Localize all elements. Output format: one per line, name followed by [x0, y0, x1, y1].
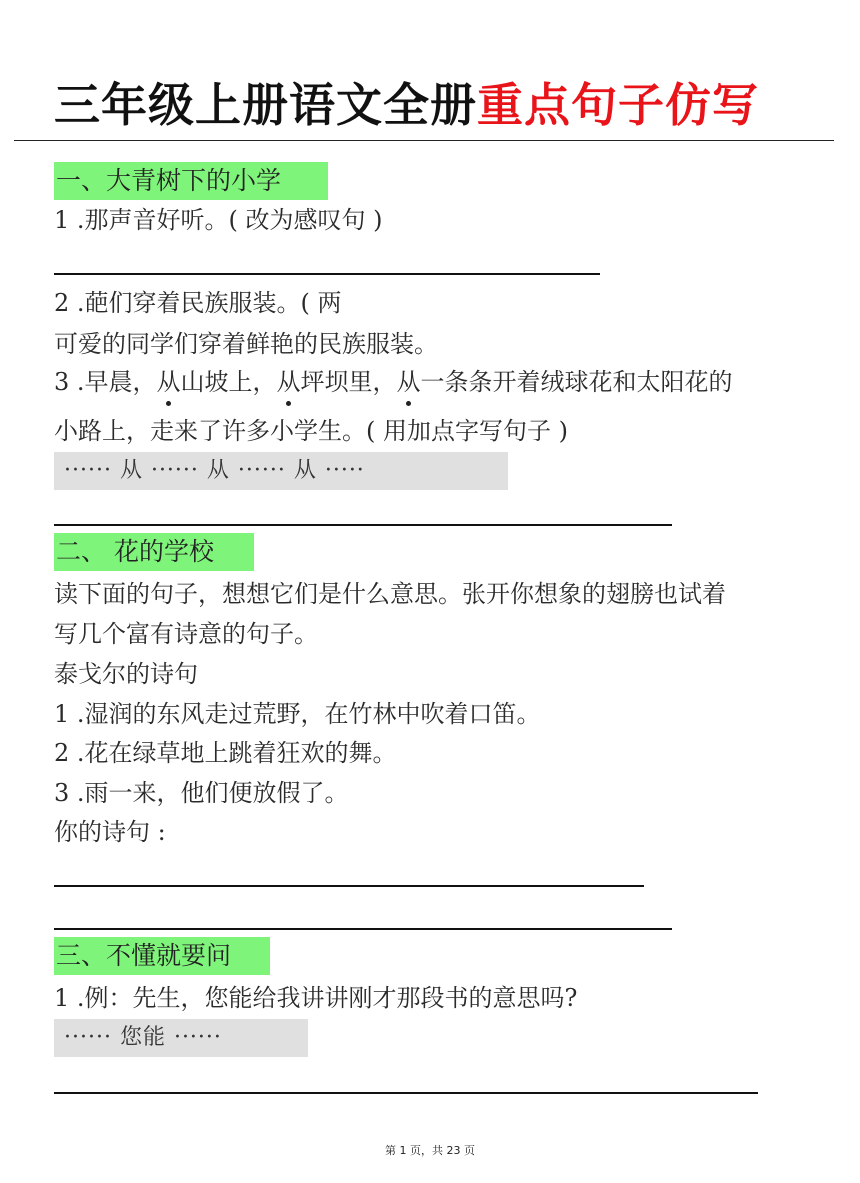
- title-divider: [14, 140, 834, 141]
- dotted-sentence-part: 3 .早晨，: [54, 368, 157, 396]
- section2-line-7: 你的诗句 :: [54, 818, 166, 846]
- answer-line-1[interactable]: [54, 273, 600, 275]
- dotted-sentence-part: 山坡上，: [180, 368, 277, 396]
- section2-line-1: 读下面的句子，想想它们是什么意思。张开你想象的翅膀也试着: [54, 580, 726, 608]
- section1-line-4: [54, 366, 733, 398]
- section1-line-1: 1 .那声音好听。( 改为感叹句 ): [54, 206, 383, 234]
- page-footer: 第 1 页，共 23 页: [385, 1144, 475, 1157]
- section-heading-2: 二、 花的学校: [54, 533, 254, 571]
- section1-line-2: 2 .葩们穿着民族服装。( 两: [54, 289, 342, 317]
- section2-line-5: 2 .花在绿草地上跳着狂欢的舞。: [54, 739, 397, 767]
- emphasis-dot-char: 从: [396, 368, 421, 396]
- emphasis-dot-char: 从: [156, 368, 181, 396]
- answer-line-3[interactable]: [54, 885, 644, 887]
- emphasis-dot-char: 从: [276, 368, 301, 396]
- title-red-part: 重点句子仿写: [477, 78, 759, 132]
- section2-line-4: 1 .湿润的东风走过荒野，在竹林中吹着口笛。: [54, 700, 541, 728]
- section1-line-5: 小路上，走来了许多小学生。( 用加点字写句子 ): [54, 417, 568, 445]
- section2-line-2: 写几个富有诗意的句子。: [54, 620, 318, 648]
- answer-line-2[interactable]: [54, 524, 672, 526]
- answer-line-4[interactable]: [54, 928, 672, 930]
- section3-line-1: 1 .例：先生，您能给我讲讲刚才那段书的意思吗?: [54, 984, 578, 1012]
- template-sentence-2: ······ 您能 ······: [54, 1019, 308, 1057]
- section1-line-3: 可爱的同学们穿着鲜艳的民族服装。: [54, 330, 438, 358]
- section-heading-3: 三、不懂就要问: [54, 937, 270, 975]
- page-title: [54, 74, 759, 136]
- section2-line-6: 3 .雨一来，他们便放假了。: [54, 779, 349, 807]
- section2-line-3: 泰戈尔的诗句: [54, 660, 198, 688]
- dotted-sentence-part: 坪坝里，: [300, 368, 397, 396]
- template-sentence-1: ······ 从 ······ 从 ······ 从 ·····: [54, 452, 508, 490]
- dotted-sentence-part: 一条条开着绒球花和太阳花的: [420, 368, 733, 396]
- title-black-part: 三年级上册语文全册: [54, 78, 477, 132]
- section-heading-1: 一、大青树下的小学: [54, 162, 328, 200]
- answer-line-5[interactable]: [54, 1092, 758, 1094]
